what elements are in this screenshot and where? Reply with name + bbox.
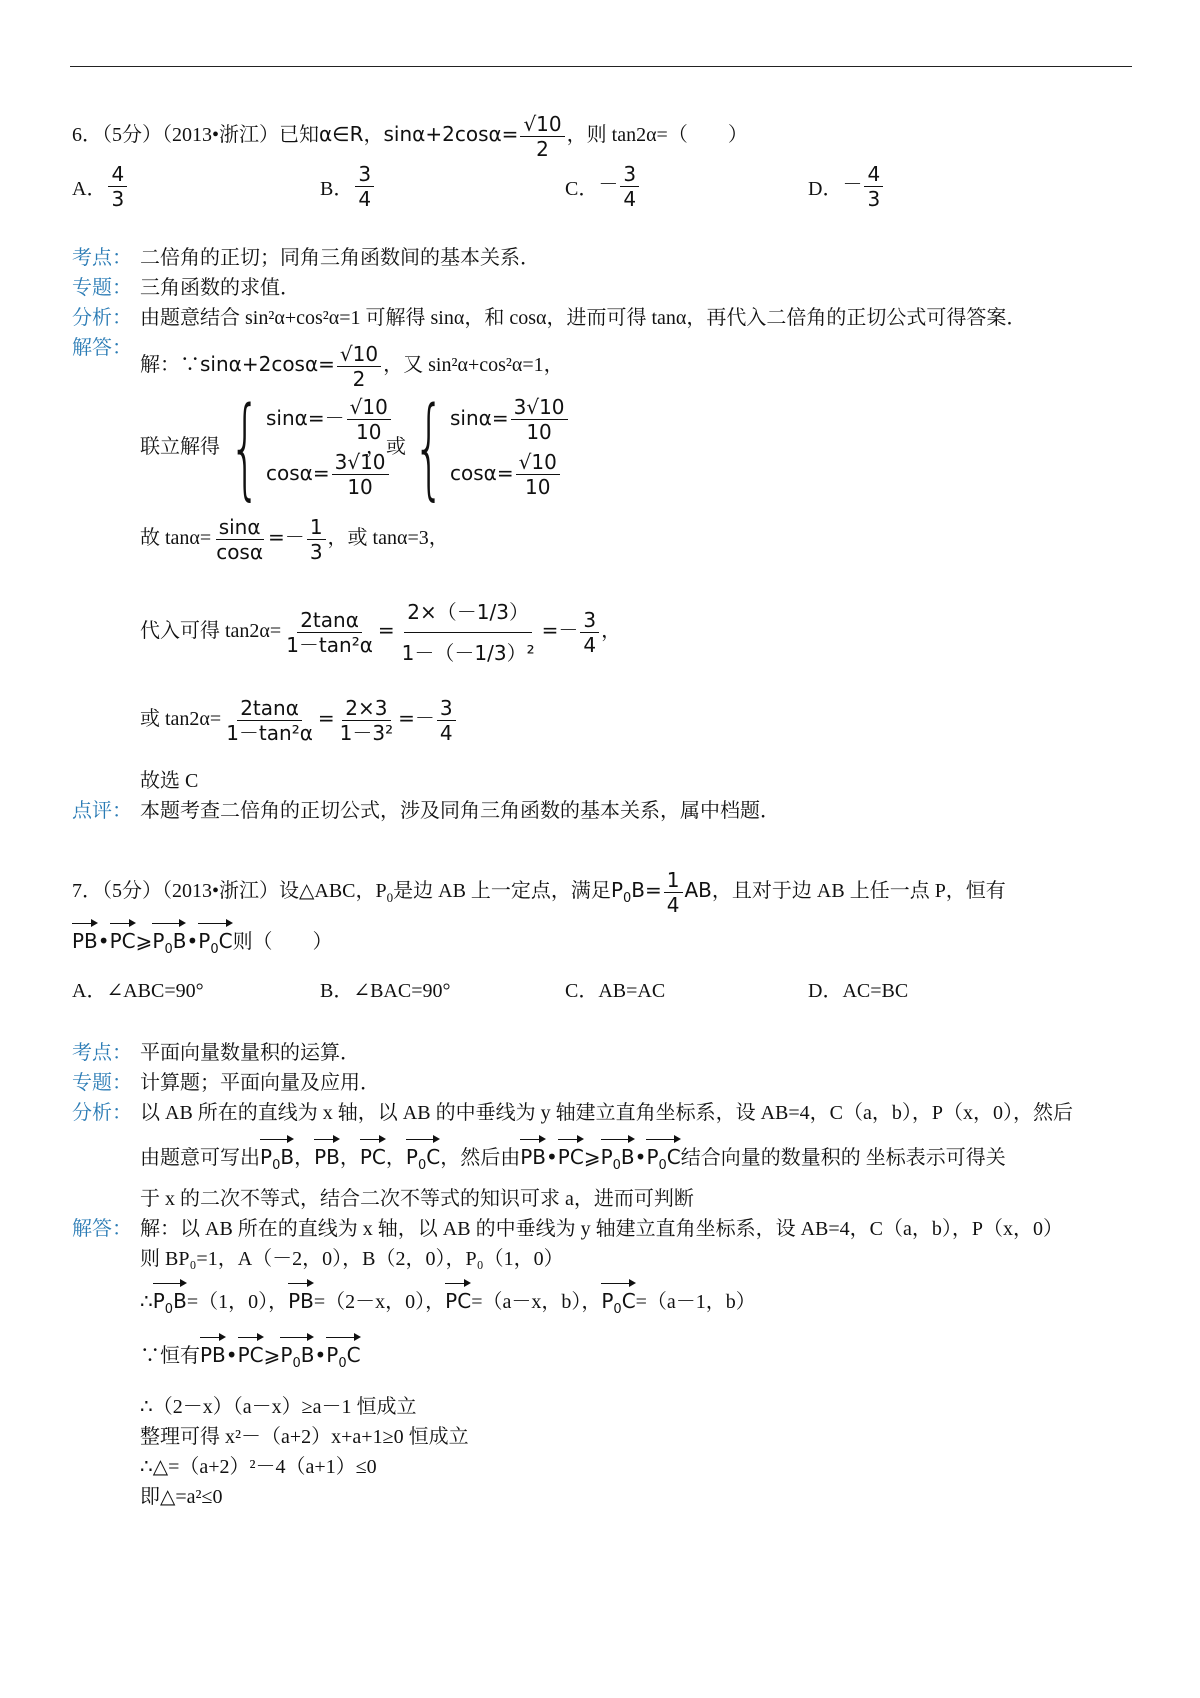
q7-stem-line2: $PB•PC⩾P_0B•P_0C$则（ ）: [72, 922, 333, 955]
top-rule: [70, 66, 1132, 67]
q7-jieda-line5: ∴（2－x）（a－x）≥a－1 恒成立: [140, 1396, 417, 1418]
q6-lianli-label: 联立解得: [140, 436, 220, 458]
q6-option-b[interactable]: B． $\frac{3}{4}$: [320, 162, 376, 211]
q6-option-c[interactable]: C．－ $\frac{3}{4}$: [565, 162, 641, 211]
q6-tan-line: 故 tanα= $\frac{\sin\alpha}{\cos\alpha}$ =－ $\frac{1}{3}$ ，或 tanα=3，: [140, 515, 449, 564]
q7-fenxi-line2: 由题意可写出$P_0B$，PB，PC，$P_0C$，然后由$PB•PC⩾P_0B•P_0C$结合向量的数量积的 坐标表示可得关: [140, 1138, 1006, 1171]
q7-option-a[interactable]: A．∠ABC=90°: [72, 980, 204, 1002]
q6-option-a[interactable]: A． $\frac{4}{3}$: [72, 162, 129, 211]
q7-kaodian-label: 考点：: [72, 1042, 132, 1064]
q7-jieda-line7: ∴△=（a+2）²－4（a+1）≤0: [140, 1456, 377, 1478]
q7-option-d[interactable]: D．AC=BC: [808, 980, 909, 1002]
q6-huo: ，或: [366, 436, 406, 458]
q7-option-c[interactable]: C．AB=AC: [565, 980, 666, 1002]
q7-zhuanti: 计算题；平面向量及应用．: [140, 1072, 380, 1094]
q6-jieda-label: 解答：: [72, 337, 132, 359]
brace-icon: {: [413, 383, 445, 511]
q6-system-1: { sinα=－ $\frac{√10}{10}$ cosα= $\frac{3√10}{10}$: [210, 392, 393, 502]
q6-kaodian: 二倍角的正切；同角三角函数间的基本关系．: [140, 247, 540, 269]
q6-stem: 6．（5分）（2013•浙江）已知α∈R，sinα+2cosα= $\frac{√10}{2}$ ，则 tan2α=（ ）: [72, 112, 748, 161]
q7-zhuanti-label: 专题：: [72, 1072, 132, 1094]
brace-icon: {: [229, 383, 261, 511]
q7-option-b[interactable]: B．∠BAC=90°: [320, 980, 451, 1002]
q6-zhuanti-label: 专题：: [72, 277, 132, 299]
q7-jieda-line3: $\therefore P_0B=(1$，0），PB=（2－x，0），PC=（a－x，b），$P_0C=(a-1$，b）: [140, 1282, 756, 1315]
q6-kaodian-label: 考点：: [72, 247, 132, 269]
q7-jieda-line1: 解：以 AB 所在的直线为 x 轴，以 AB 的中垂线为 y 轴建立直角坐标系，设 AB=4，C（a，b），P（x，0）: [140, 1218, 1063, 1240]
q7-jieda-label: 解答：: [72, 1218, 132, 1240]
q7-jieda-line4: ∵恒有$PB•PC⩾P_0B•P_0C$: [140, 1336, 361, 1369]
q7-fenxi-line1: 以 AB 所在的直线为 x 轴，以 AB 的中垂线为 y 轴建立直角坐标系，设 AB=4，C（a，b），P（x，0），然后: [140, 1102, 1073, 1124]
q6-dairu-line: 代入可得 tan2α= $\frac{2\tan\alpha}{\text{1－tan²α}}$ = $\frac{2\times(-1/3)}{\text{1－（－1/3）²}}$ =－ $\frac{3}{4}$ ，: [140, 592, 621, 673]
q7-kaodian: 平面向量数量积的运算．: [140, 1042, 360, 1064]
q7-jieda-line8: 即△=a²≤0: [140, 1486, 223, 1508]
q6-fenxi-label: 分析：: [72, 307, 132, 329]
q6-zhuanti: 三角函数的求值．: [140, 277, 300, 299]
q7-jieda-line6: 整理可得 x²－（a+2）x+a+1≥0 恒成立: [140, 1426, 469, 1448]
q6-dianping-label: 点评：: [72, 800, 132, 822]
q7-fenxi-line3: 于 x 的二次不等式，结合二次不等式的知识可求 a，进而可判断: [140, 1188, 694, 1210]
q6-system-2: { sinα= $\frac{3√10}{10}$ cosα= $\frac{√10}{10}$: [394, 392, 570, 502]
q6-dianping: 本题考查二倍角的正切公式，涉及同角三角函数的基本关系，属中档题．: [140, 800, 780, 822]
q7-fenxi-label: 分析：: [72, 1102, 132, 1124]
q6-answer: 故选 C: [140, 770, 199, 792]
q6-huo2-line: 或 tan2α= $\frac{2\tan\alpha}{\text{1－tan²α}}$ = $\frac{2\times 3}{\text{1－3²}}$ =－ $\frac{3}{4}$: [140, 696, 458, 745]
q6-fenxi: 由题意结合 sin²α+cos²α=1 可解得 sinα，和 cosα，进而可得 tanα，再代入二倍角的正切公式可得答案．: [140, 307, 1027, 329]
q7-jieda-line2: 则 BP₀=1，A（－2，0），B（2，0），P₀（1，0）: [140, 1248, 564, 1270]
q6-solution-line1: 解：∵sinα+2cosα= $\frac{√10}{2}$ ，又 sin²α+cos²α=1，: [140, 342, 564, 391]
q7-stem-line1: 7．（5分）（2013•浙江）设△ABC，$P_0$是边 AB 上一定点，满足$P_0B=$ $\frac{1}{4}$ AB，且对于边 AB 上任一点 P，恒有: [72, 868, 1006, 917]
q6-option-d[interactable]: D．－ $\frac{4}{3}$: [808, 162, 885, 211]
